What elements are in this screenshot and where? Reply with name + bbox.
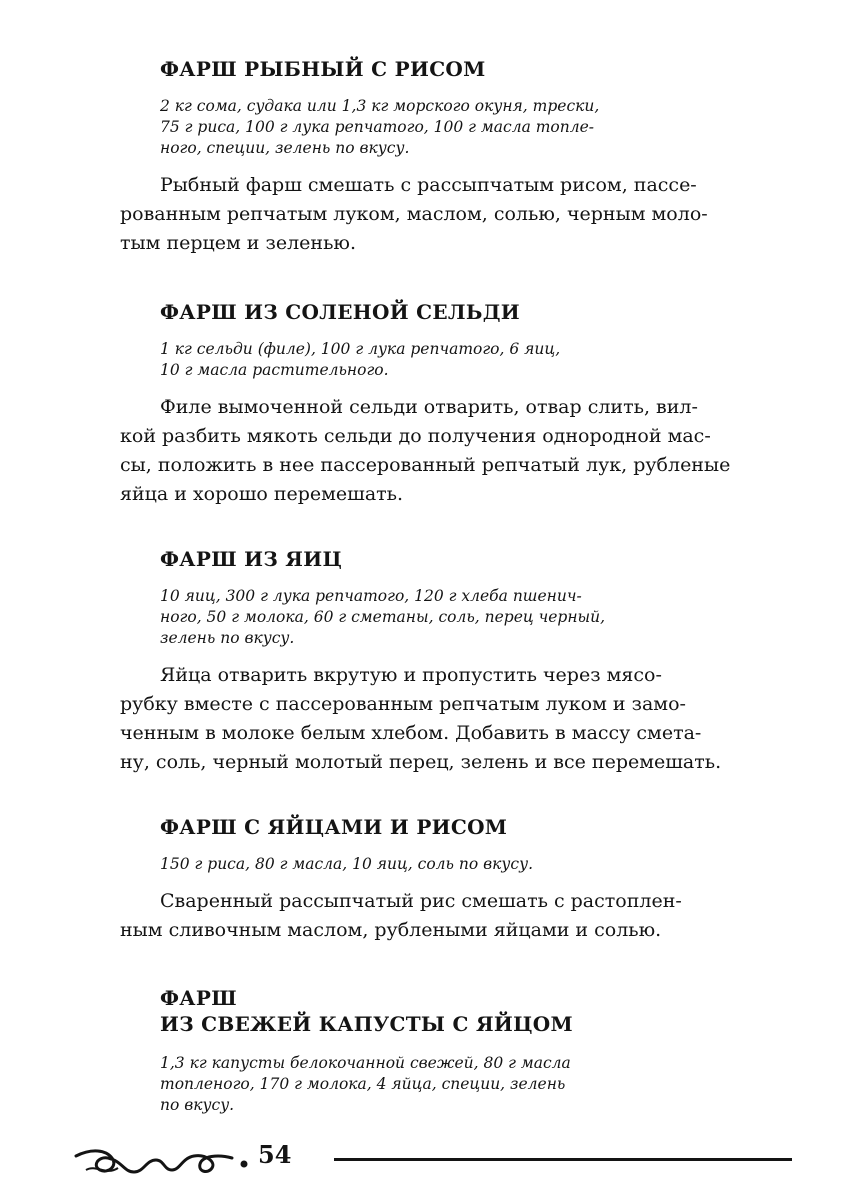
method-line: Яйца отварить вкрутую и пропустить через мясо-: [160, 664, 662, 686]
recipe-method: [120, 661, 790, 777]
recipe-fish-rice: [120, 56, 790, 258]
method-line: кой разбить мякоть сельди до получения однородной мас-: [120, 425, 711, 447]
ingredients-line: 150 г риса, 80 г масла, 10 яиц, соль по вкусу.: [160, 855, 534, 873]
method-line: Филе вымоченной сельди отварить, отвар слить, вил-: [160, 396, 698, 418]
recipe-title: ФАРШ С ЯЙЦАМИ И РИСОМ: [160, 815, 508, 839]
method-line: ну, соль, черный молотый перец, зелень и все перемешать.: [120, 751, 722, 773]
recipe-title-line: ИЗ СВЕЖЕЙ КАПУСТЫ С ЯЙЦОМ: [160, 1012, 573, 1036]
method-line: ченным в молоке белым хлебом. Добавить в массу смета-: [120, 722, 702, 744]
ingredients-line: ного, 50 г молока, 60 г сметаны, соль, перец черный,: [160, 608, 606, 626]
ingredients-line: 1,3 кг капусты белокочанной свежей, 80 г масла: [160, 1054, 571, 1072]
recipe-title: ФАРШ ИЗ СОЛЕНОЙ СЕЛЬДИ: [160, 300, 520, 324]
ingredients-line: 10 г масла растительного.: [160, 361, 389, 379]
recipe-ingredients: [160, 339, 735, 381]
page-footer: [72, 1138, 792, 1182]
ingredients-line: 2 кг сома, судака или 1,3 кг морского окуня, трески,: [160, 97, 600, 115]
method-line: ным сливочным маслом, рублеными яйцами и солью.: [120, 919, 662, 941]
method-line: Сваренный рассыпчатый рис смешать с растоплен-: [160, 890, 682, 912]
ingredients-line: топленого, 170 г молока, 4 яйца, специи, зелень: [160, 1075, 566, 1093]
ingredients-line: зелень по вкусу.: [160, 629, 295, 647]
recipe-eggs-rice: [120, 814, 790, 945]
recipe-eggs: [120, 546, 790, 777]
ingredients-line: 10 яиц, 300 г лука репчатого, 120 г хлеба пшенич-: [160, 587, 582, 605]
method-line: тым перцем и зеленью.: [120, 232, 357, 254]
recipe-method: [120, 393, 790, 509]
method-line: рованным репчатым луком, маслом, солью, черным моло-: [120, 203, 708, 225]
recipe-fresh-cabbage-egg: [160, 985, 790, 1116]
method-line: Рыбный фарш смешать с рассыпчатым рисом, пассе-: [160, 174, 697, 196]
recipe-ingredients: [160, 586, 735, 649]
recipe-ingredients: [160, 854, 735, 875]
recipe-title: ФАРШ РЫБНЫЙ С РИСОМ: [160, 57, 486, 81]
method-line: рубку вместе с пассерованным репчатым луком и замо-: [120, 693, 686, 715]
recipe-ingredients: [160, 1053, 735, 1116]
recipe-method: [120, 171, 790, 258]
flourish-ornament-icon: [72, 1144, 252, 1180]
recipe-ingredients: [160, 96, 735, 159]
ingredients-line: по вкусу.: [160, 1096, 235, 1114]
method-line: яйца и хорошо перемешать.: [120, 483, 404, 505]
footer-rule: [334, 1158, 792, 1161]
page-number: 54: [258, 1140, 292, 1169]
recipe-title: ФАРШ ИЗ ЯИЦ: [160, 547, 343, 571]
ingredients-line: 1 кг сельди (филе), 100 г лука репчатого, 6 яиц,: [160, 340, 561, 358]
recipe-method: [120, 887, 790, 945]
recipe-salted-herring: [120, 299, 790, 509]
method-line: сы, положить в нее пассерованный репчатый лук, рубленые: [120, 454, 731, 476]
ingredients-line: ного, специи, зелень по вкусу.: [160, 139, 410, 157]
recipe-title-line: ФАРШ: [160, 986, 237, 1010]
ingredients-line: 75 г риса, 100 г лука репчатого, 100 г масла топле-: [160, 118, 595, 136]
